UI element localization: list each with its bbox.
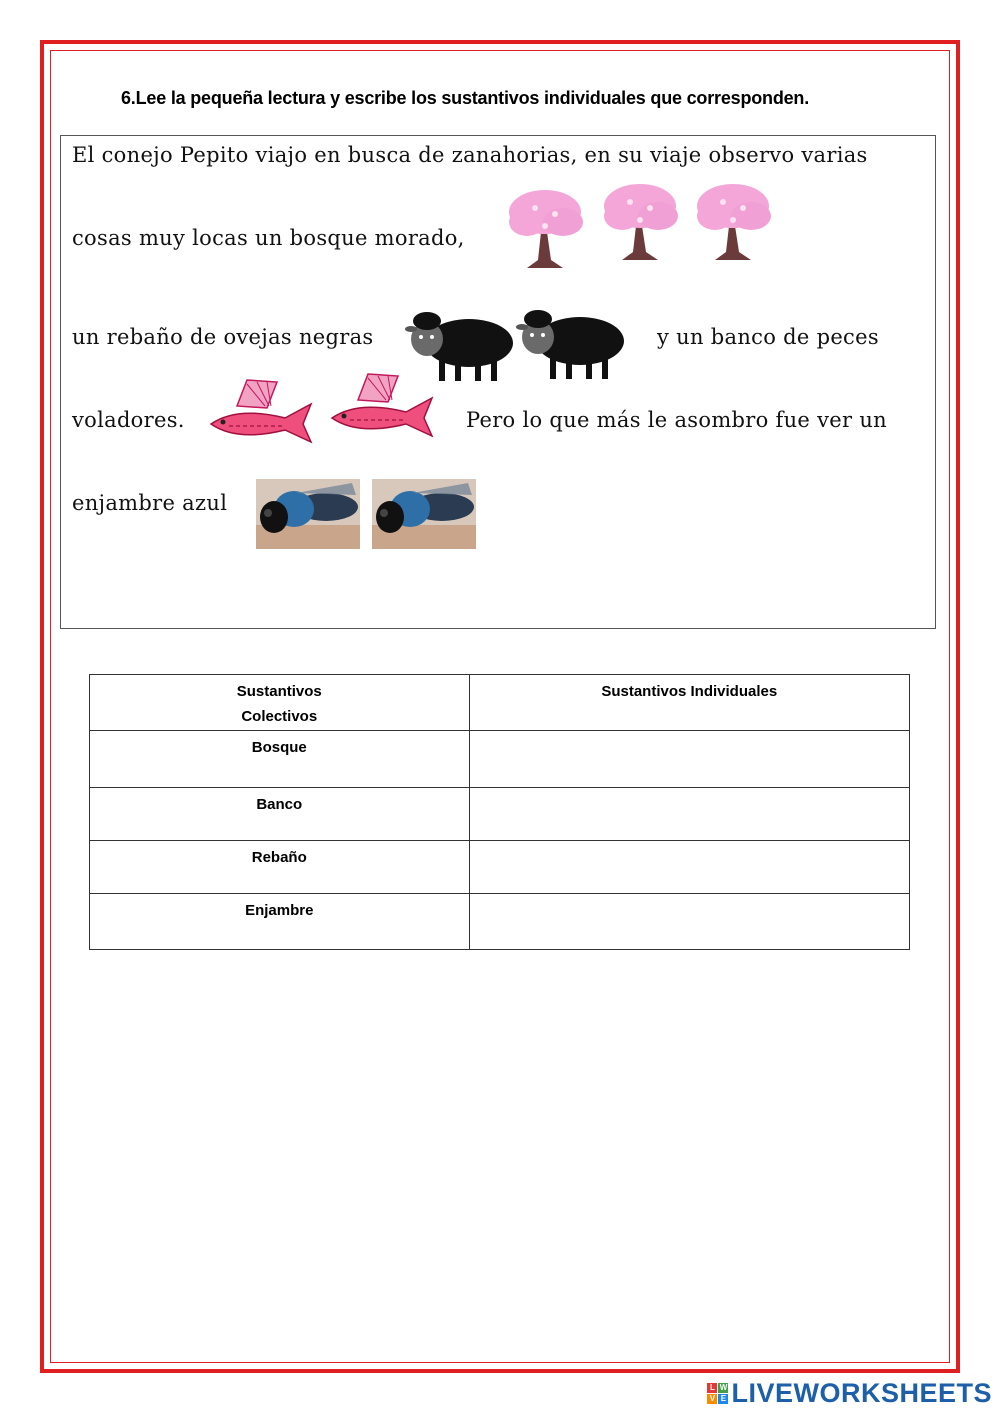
- blue-bee-image-1: [256, 479, 360, 549]
- story-line-5: enjambre azul: [72, 491, 228, 515]
- header-collective: [90, 675, 470, 731]
- liveworksheets-logo-icon: [707, 1383, 728, 1404]
- table-row: [90, 731, 910, 788]
- instruction-heading: 6.Lee la pequeña lectura y escribe los sustantivos individuales que corresponden.: [121, 88, 810, 108]
- purple-tree-image-1: [505, 182, 587, 272]
- header-individual: Sustantivos Individuales: [469, 675, 909, 731]
- logo-letter: E: [718, 1394, 728, 1404]
- story-line-4a: voladores.: [72, 408, 185, 432]
- table-row: [90, 788, 910, 841]
- individual-noun-answer-cell[interactable]: [469, 894, 909, 950]
- purple-tree-image-2: [600, 178, 682, 264]
- story-line-3a: un rebaño de ovejas negras: [72, 325, 374, 349]
- collective-noun-cell: Bosque: [90, 731, 470, 788]
- flying-fish-image-1: [207, 376, 317, 446]
- black-sheep-image-2: [516, 303, 628, 383]
- logo-letter: L: [707, 1383, 717, 1393]
- logo-letter: V: [707, 1394, 717, 1404]
- header-collective-line2: Colectivos: [241, 708, 318, 725]
- table-row: [90, 894, 910, 950]
- story-line-3b: y un banco de peces: [657, 325, 879, 349]
- story-line-4b: Pero lo que más le asombro fue ver un: [466, 408, 887, 432]
- collective-noun-cell: Enjambre: [90, 894, 470, 950]
- brand-name: LIVEWORKSHEETS: [731, 1378, 992, 1408]
- story-line-1: El conejo Pepito viajo en busca de zanahorias, en su viaje observo varias: [72, 143, 868, 167]
- header-collective-line1: Sustantivos: [236, 683, 322, 700]
- individual-noun-answer-cell[interactable]: [469, 841, 909, 894]
- collective-noun-cell: Rebaño: [90, 841, 470, 894]
- blue-bee-image-2: [372, 479, 476, 549]
- table-row: [90, 841, 910, 894]
- nouns-table: [89, 674, 910, 950]
- purple-tree-image-3: [693, 178, 775, 264]
- story-line-2: cosas muy locas un bosque morado,: [72, 226, 465, 250]
- individual-noun-answer-cell[interactable]: [469, 731, 909, 788]
- logo-letter: W: [719, 1383, 728, 1392]
- collective-noun-cell: Banco: [90, 788, 470, 841]
- individual-noun-answer-cell[interactable]: [469, 788, 909, 841]
- table-header-row: [90, 675, 910, 731]
- flying-fish-image-2: [328, 370, 438, 440]
- liveworksheets-brand: [707, 1378, 992, 1409]
